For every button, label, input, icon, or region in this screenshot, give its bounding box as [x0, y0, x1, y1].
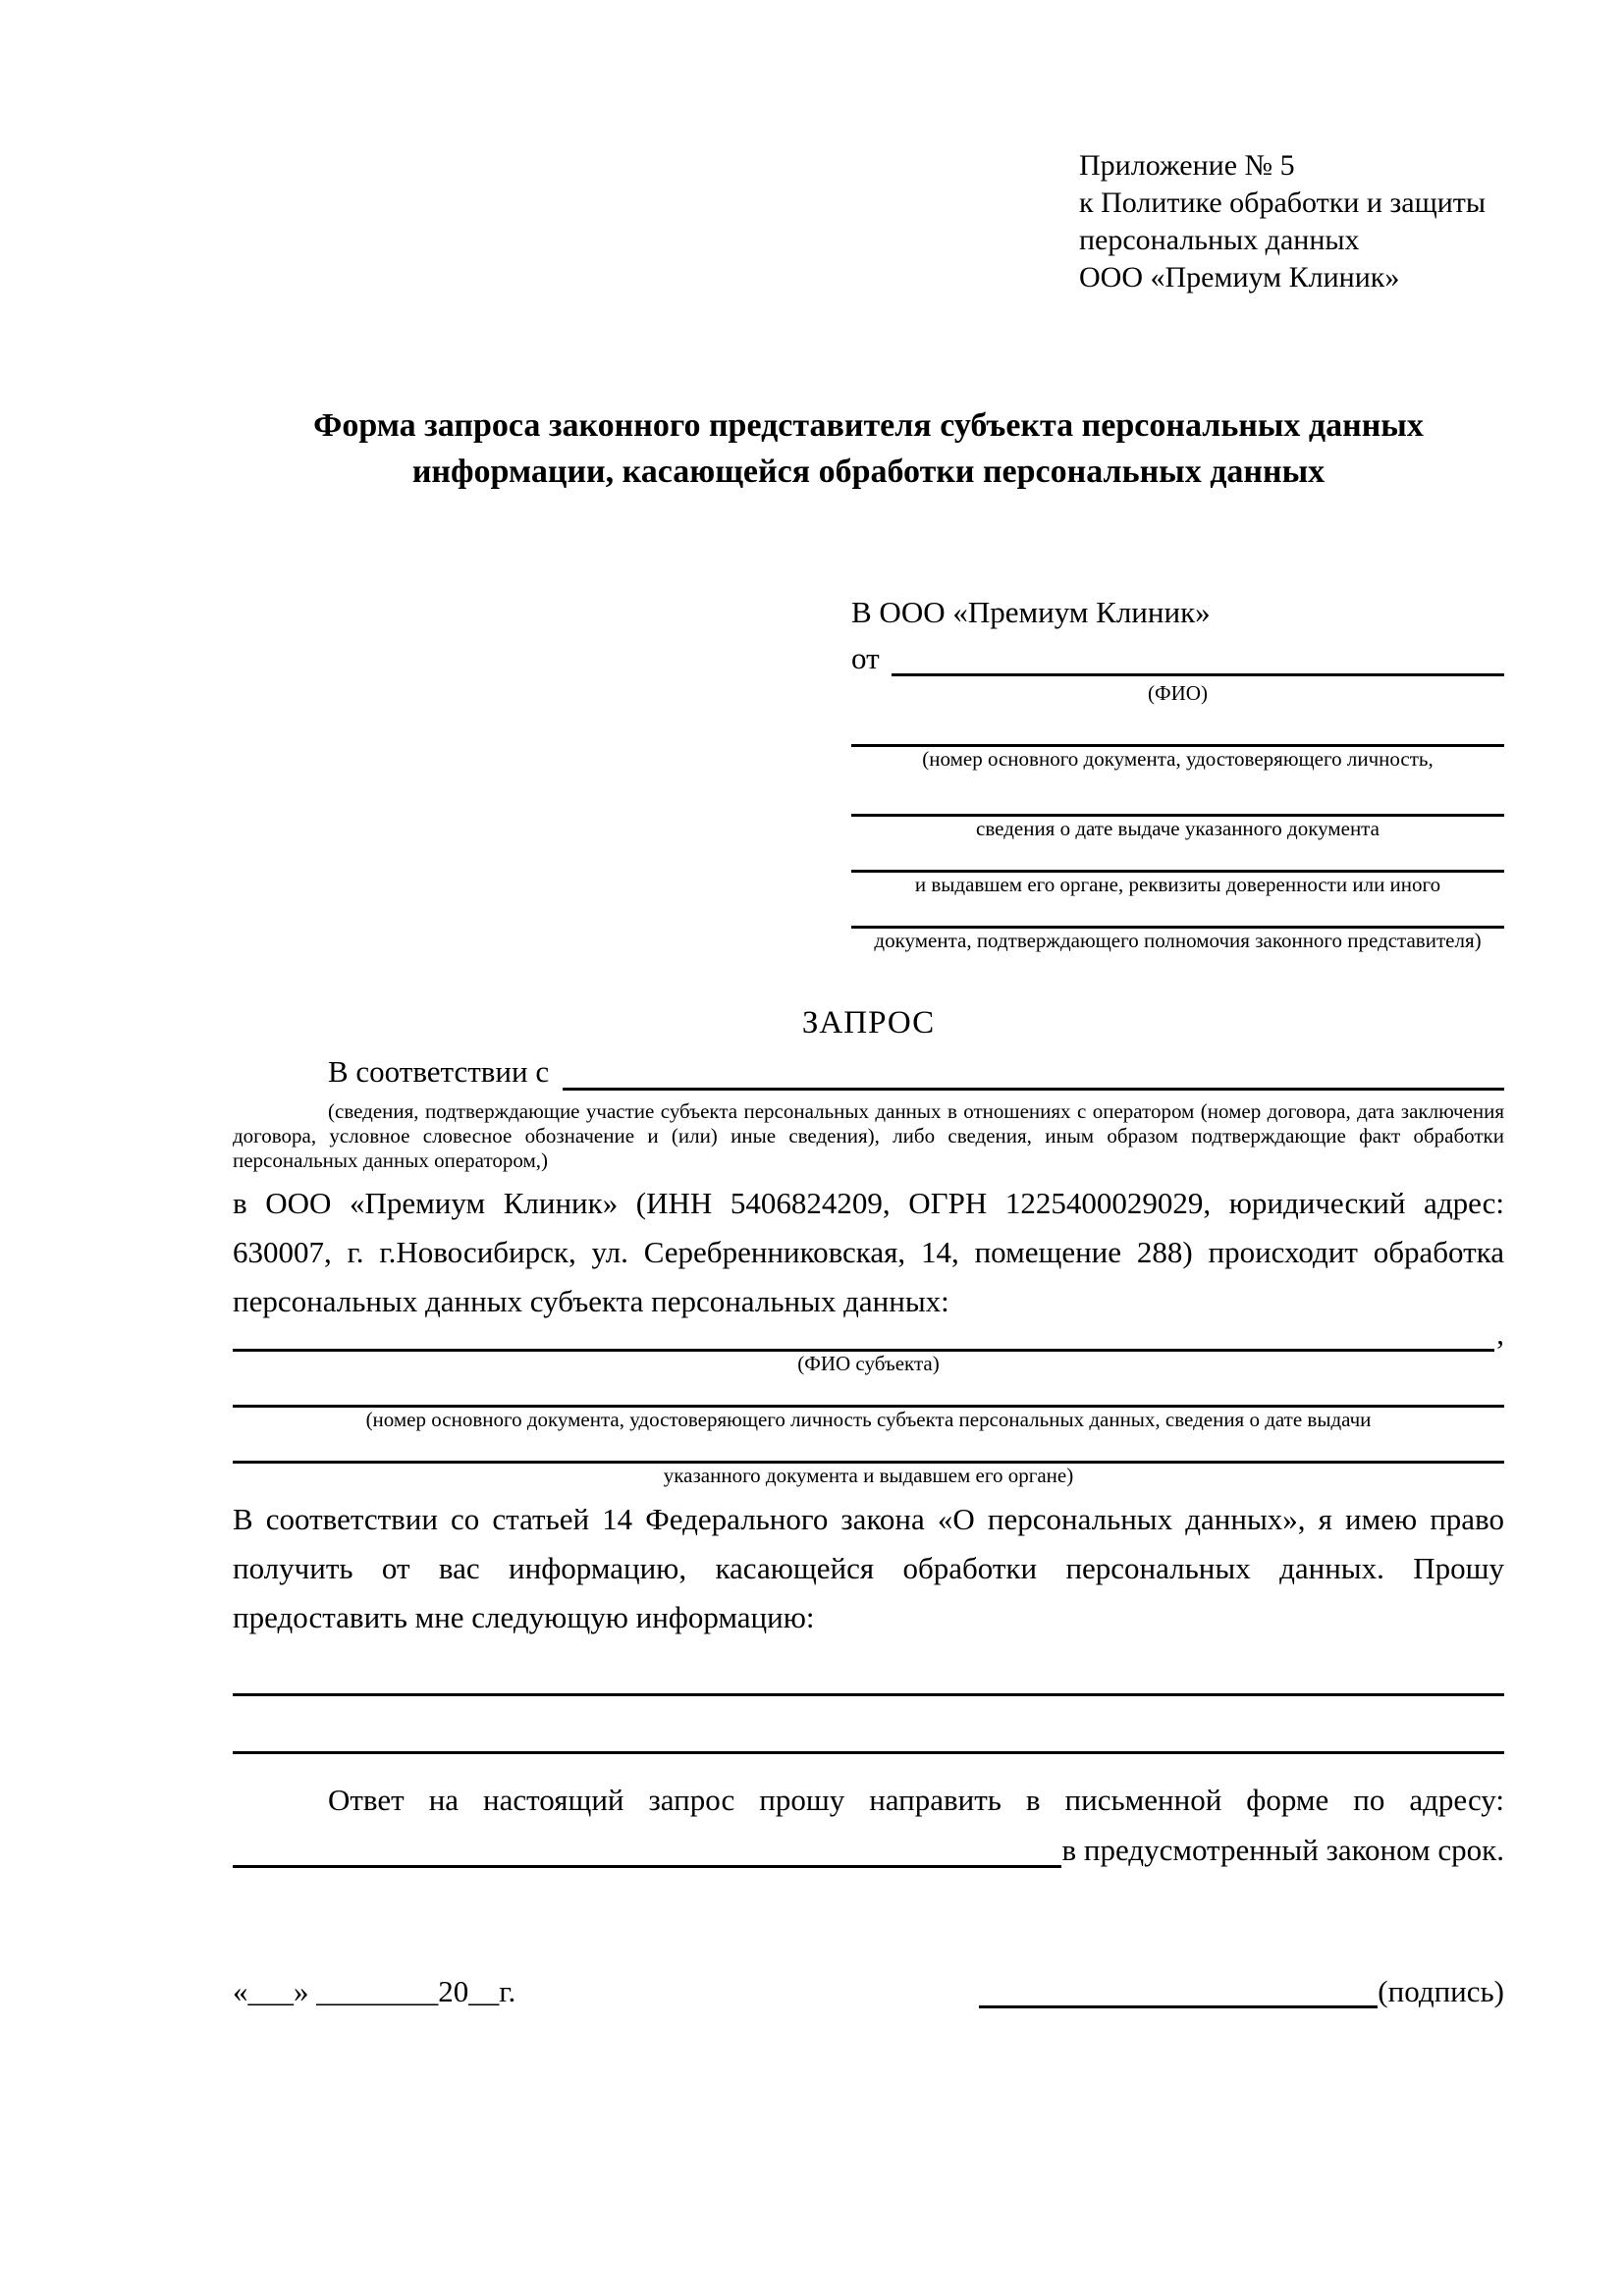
from-label: от	[851, 641, 880, 675]
reply-tail: в предусмотренный законом срок.	[1061, 1833, 1504, 1867]
subject-doc-caption: указанного документа и выдавшем его органе)	[663, 1464, 1074, 1487]
operator-paragraph: в ООО «Премиум Клиник» (ИНН 5406824209, ОГРН 1225400029029, юридический адрес: 630007, г. г.Новосибирск, ул. Серебренниковская, 14, помещение 288) происходит обработка персональных данных субъекта персональных данных:	[233, 1186, 1504, 1318]
doc-issuer-field-line[interactable]	[851, 840, 1504, 873]
reply-address-field-line[interactable]	[233, 1825, 1061, 1868]
appendix-line: ООО «Премиум Клиник»	[1079, 261, 1400, 294]
signature-caption: (подпись)	[1378, 1974, 1504, 2008]
appendix-line: к Политике обработки и защиты	[1079, 187, 1487, 219]
from-fio-field-line[interactable]	[892, 635, 1504, 676]
subject-comma: ,	[1496, 1316, 1504, 1351]
addressee-to: В ООО «Премиум Клиник»	[851, 595, 1211, 629]
signature-field-line[interactable]	[979, 1968, 1378, 2008]
subject-doc-field-line[interactable]	[233, 1375, 1504, 1408]
requested-info-field-line[interactable]	[233, 1696, 1504, 1754]
intro-line	[233, 1048, 1504, 1095]
subject-doc-caption: (номер основного документа, удостоверяющего личность субъекта персональных данных, сведения о дате выдачи	[365, 1408, 1372, 1431]
subject-fio-line-row	[233, 1316, 1504, 1352]
intro-caption: (сведения, подтверждающие участие субъекта персональных данных в отношениях с оператором (номер договора, дата заключения договора, условное словесное обозначение и (или) иные сведения), либо сведения, иным образом подтверждающие факт обработки персональных данных оператором,)	[233, 1099, 1504, 1172]
doc-title-line-1: Форма запроса законного представителя субъекта персональных данных	[313, 407, 1424, 444]
appendix-line: персональных данных	[1079, 224, 1360, 256]
request-heading: ЗАПРОС	[801, 1005, 936, 1041]
reply-address-row	[233, 1825, 1504, 1876]
signature-group	[979, 1968, 1504, 2015]
intro-label: В соответствии с	[328, 1054, 550, 1089]
relation-info-field-line[interactable]	[563, 1048, 1504, 1091]
subject-doc-field-line[interactable]	[233, 1431, 1504, 1464]
footer-row	[233, 1968, 1504, 2015]
authority-doc-field-line[interactable]	[851, 896, 1504, 929]
subject-fio-caption: (ФИО субъекта)	[797, 1352, 940, 1375]
appendix-line: Приложение № 5	[1079, 149, 1295, 182]
doc-issue-date-field-line[interactable]	[851, 771, 1504, 817]
field-caption: документа, подтверждающего полномочия законного представителя)	[874, 929, 1482, 952]
doc-title	[233, 402, 1504, 495]
doc-number-field-line[interactable]	[851, 705, 1504, 747]
requested-info-field-line[interactable]	[233, 1642, 1504, 1696]
doc-title-line-2: информации, касающейся обработки персональных данных	[411, 454, 1326, 490]
appendix-block	[1079, 147, 1504, 296]
field-caption: сведения о дате выдаче указанного документа	[976, 817, 1380, 840]
from-line	[851, 635, 1504, 681]
date-blank[interactable]: «___» ________20__г.	[233, 1974, 516, 2008]
reply-paragraph: Ответ на настоящий запрос прошу направить в письменной форме по адресу:	[328, 1783, 1504, 1817]
law-paragraph: В соответствии со статьей 14 Федерального закона «О персональных данных», я имею право получить от вас информацию, касающейся обработки персональных данных. Прошу предоставить мне следующую информацию:	[233, 1502, 1504, 1634]
field-caption: и выдавшем его органе, реквизиты доверенности или иного	[914, 873, 1441, 896]
subject-fio-field-line[interactable]	[233, 1326, 1494, 1352]
addressee-block	[851, 589, 1504, 952]
fio-caption: (ФИО)	[1148, 681, 1208, 705]
field-caption: (номер основного документа, удостоверяющего личность,	[922, 747, 1434, 771]
